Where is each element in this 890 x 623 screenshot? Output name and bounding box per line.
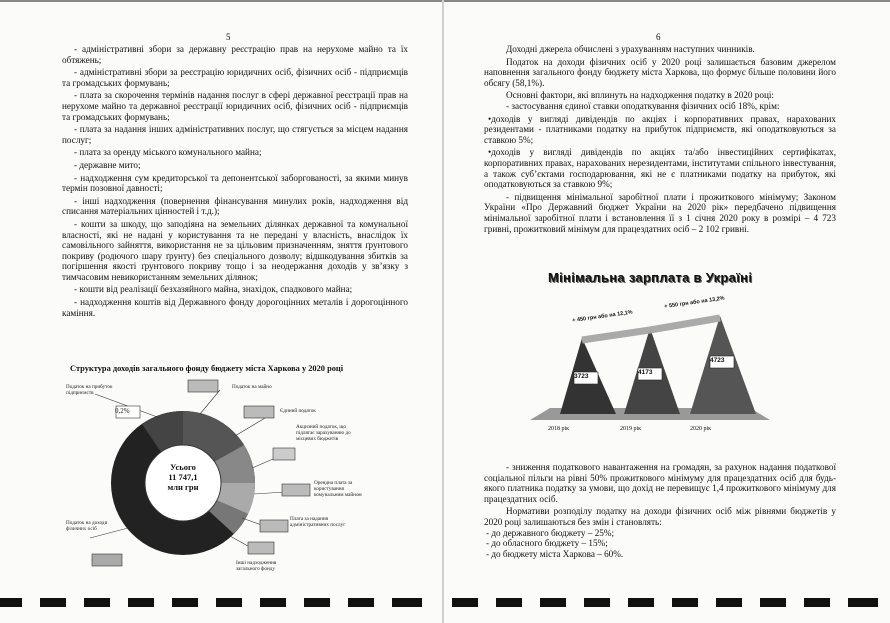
- center-label: Усього: [170, 462, 196, 472]
- infographic-title: Мінімальна зарплата в Україні: [548, 270, 753, 285]
- right-page-text-top: [484, 44, 836, 234]
- right-paragraph: Основні фактори, які вплинуть на надходження податку в 2020 році:: [506, 90, 774, 101]
- leader-line: [200, 390, 220, 414]
- right-paragraph: •доходів у вигляді дивідендів по акціях і корпоративних правах, нарахованих резидентами - платниками податку на прибуток підприємств, які оподатковуються за ставкою 5%;: [484, 113, 836, 145]
- right-paragraph: - до державного бюджету – 25%;: [486, 527, 615, 538]
- min-wage-infographic: [520, 290, 780, 440]
- year-2019: 2019 рік: [620, 426, 642, 432]
- left-paragraph: - інші надходження (повернення фінансування минулих років, надходження від списання матеріальних цінностей і т.д.);: [62, 195, 408, 217]
- value-2018: 3723: [574, 373, 589, 380]
- right-paragraph: - підвищення мінімальної заробітної плати і прожиткового мінімуму; Законом України «Про Державний бюджет України на 2020 рік» передбачено підвищення мінімальної заробітної плати і встановлення її з 1 січня 2020 року в розмірі – 4 723 гривні, прожитковий мінімум для працездатних осіб – 2 102 гривні.: [484, 191, 836, 234]
- left-paragraph: - кошти за шкоду, що заподіяна на земельних ділянках державної та комунальної власності, які не надані у користування та не передані у власність, внаслідок їх самовільного зайняття, використання не за цільовим призначенням, зняття ґрунтового покриву (родючого шару ґрунту) без спеціального дозволу; відшкодування збитків за погіршення якості ґрунтового покриву тощо і за неодержання доходів у зв’язку з тимчасовим невикористанням земельних ділянок;: [62, 218, 408, 282]
- value-box: [260, 520, 288, 532]
- year-2020: 2020 рік: [690, 426, 712, 432]
- label-other: Інші надходження загального фонду: [236, 560, 277, 572]
- year-2018: 2018 рік: [548, 426, 570, 432]
- label-property-tax: Податок на майно: [232, 384, 272, 390]
- leader-line: [235, 418, 265, 436]
- small-share-value: 0,2%: [115, 407, 130, 415]
- value-2019: 4173: [638, 369, 653, 376]
- leader-line: [254, 492, 285, 494]
- chart-title: Структура доходів загального фонду бюджету міста Харкова у 2020 році: [70, 364, 344, 373]
- label-excise: Акцизний податок, що підлягає зарахуванню до місцевих бюджетів: [296, 424, 351, 442]
- right-paragraph: - до бюджету міста Харкова – 60%.: [486, 548, 624, 559]
- chart-center-total: [153, 462, 213, 492]
- left-paragraph: - плата за оренду міського комунального майна;: [74, 147, 262, 158]
- label-admin: Плата за надання адміністративних послуг: [290, 516, 346, 528]
- top-border: [0, 0, 890, 2]
- value-box: [282, 484, 310, 496]
- value-box: [248, 542, 274, 554]
- page-number-right: 6: [656, 32, 661, 42]
- left-paragraph: - адміністративні збори за реєстрацію юридичних осіб, фізичних осіб - підприємців та громадських формувань;: [62, 67, 408, 88]
- left-paragraph: - надходження коштів від Державного фонду дорогоцінних металів і дорогоцінного каміння.: [62, 297, 408, 318]
- page-number-left: 5: [226, 32, 231, 42]
- right-page-text-bottom: [484, 462, 836, 559]
- right-paragraph: - зниження податкового навантаження на громадян, за рахунок надання податкової соціальної пільги на рівні 50% прожиткового мінімуму для працездатних осіб для будь-якого платника податку за умови, що дохід не перевищує 1,4 прожиткового мінімуму для працездатних осіб.: [484, 462, 836, 504]
- growth-bar-2: [650, 318, 720, 330]
- right-paragraph: Доходні джерела обчислені з урахуванням наступних чинників.: [506, 44, 755, 54]
- growth-label-2: + 550 грн або на 13,2%: [664, 295, 726, 310]
- value-2020: 4723: [710, 357, 725, 364]
- left-page-text: [62, 44, 408, 318]
- center-value: 11 747,1: [168, 472, 198, 482]
- page-fold: [442, 0, 444, 623]
- growth-bar-1: [582, 330, 650, 340]
- bottom-dashed-border: [0, 598, 890, 610]
- value-box: [273, 448, 295, 460]
- left-paragraph: - плата за скорочення термінів надання послуг в сфері державної реєстрації прав на нерухоме майно та державної реєстрації юридичних осіб, фізичних осіб - підприємців та громадських формувань;: [62, 90, 408, 122]
- label-pit: Податок на доходи фізичних осіб: [66, 520, 108, 532]
- value-box: [244, 406, 274, 418]
- left-paragraph: - кошти від реалізації безхазяйного майна, знахідок, спадкового майна;: [74, 284, 353, 295]
- left-paragraph: - державне мито;: [74, 159, 141, 170]
- left-paragraph: - адміністративні збори за державну реєстрацію прав на нерухоме майно та їх обтяжень;: [62, 44, 408, 65]
- right-paragraph: - застосування єдиної ставки оподаткування фізичних осіб 18%, крім:: [506, 100, 780, 111]
- right-paragraph: - до обласного бюджету – 15%;: [486, 538, 608, 549]
- center-unit: млн грн: [167, 482, 199, 492]
- label-single-tax: Єдиний податок: [280, 408, 316, 414]
- right-paragraph: Податок на доходи фізичних осіб у 2020 році залишається базовим джерелом наповнення загального фонду бюджету міста Харкова, що формує більше половини його обсягу (58,1%).: [484, 56, 836, 88]
- right-paragraph: •доходів у вигляді дивідендів по акціях та/або інвестиційних сертифікатах, корпоративних правах, нарахованих нерезидентами, інститутами спільного інвестування, а також суб’єктами господарювання, які не є платниками податку на прибуток, які оподатковуються за ставкою 9%;: [484, 147, 836, 190]
- growth-label-1: + 450 грн або на 12,1%: [572, 309, 634, 324]
- left-paragraph: - надходження сум кредиторської та депонентської заборгованості, за якими минув термін позовної давності;: [62, 172, 408, 194]
- label-rent: Орендна плата за користування комунальним майном: [314, 480, 362, 498]
- left-paragraph: - плата за надання інших адміністративних послуг, що стягується за місцем надання послуг;: [62, 124, 408, 145]
- right-paragraph: Нормативи розподілу податку на доходи фізичних осіб між рівнями бюджетів у 2020 році залишаються без змін і становлять:: [484, 506, 836, 527]
- value-box: [92, 554, 122, 566]
- value-box: [188, 380, 218, 392]
- label-profit-tax: Податок на прибуток підприємств: [66, 384, 113, 396]
